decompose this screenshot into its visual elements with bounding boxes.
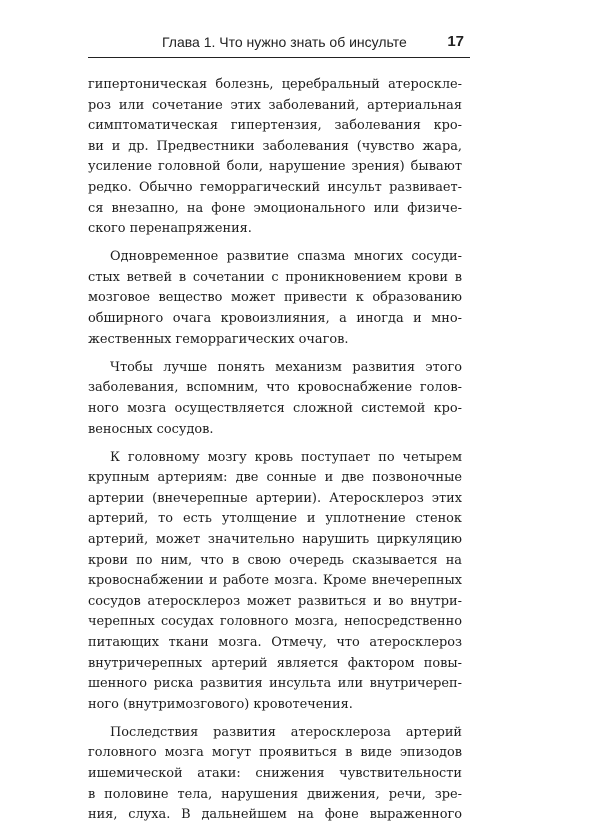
text-line: в половине тела, нарушения движения, речи, зре- [88, 786, 462, 802]
text-line: ишемической атаки: снижения чувствительности [88, 766, 462, 781]
text-line: заболевания, вспомним, что кровоснабжение голов- [88, 380, 462, 396]
text-line: веносных сосудов. [88, 421, 214, 437]
page-number: 17 [447, 33, 464, 50]
paragraph [88, 75, 462, 240]
text-line: редко. Обычно геморрагический инсульт развивает- [88, 179, 462, 195]
text-line: черепных сосудах головного мозга, непосредственно [88, 614, 462, 630]
text-line: ного (внутримозгового) кровотечения. [88, 696, 353, 712]
body-text [88, 75, 462, 833]
text-line: Последствия развития атеросклероза артерий [110, 724, 462, 740]
text-line: Чтобы лучше понять механизм развития этого [110, 359, 462, 375]
text-line: внутричерепных артерий является фактором повы- [88, 655, 462, 671]
text-line: усиление головной боли, нарушение зрения) бывают [88, 159, 462, 175]
text-line: кровоснабжении и работе мозга. Кроме внечерепных [88, 573, 462, 589]
text-line: крупным артериям: две сонные и две позвоночные [88, 470, 462, 486]
paragraph [88, 358, 462, 440]
text-line: Одновременное развитие спазма многих сосуди- [110, 249, 462, 265]
text-line: артерии (внечерепные артерии). Атеросклероз этих [88, 490, 462, 506]
text-line: питающих ткани мозга. Отмечу, что атеросклероз [88, 634, 462, 650]
text-line: сосудов атеросклероз может развиться и во внутри- [88, 593, 462, 609]
running-header [88, 27, 470, 58]
text-line: крови по ним, что в свою очередь сказывается на [88, 552, 462, 568]
paragraph [88, 723, 462, 826]
text-line: жественных геморрагических очагов. [88, 331, 349, 347]
text-line: симптоматическая гипертензия, заболевания кро- [88, 118, 462, 134]
text-line: ного мозга осуществляется сложной системой кро- [88, 400, 462, 416]
text-line: К головному мозгу кровь поступает по четырем [110, 449, 462, 465]
text-line: мозговое вещество может привести к образованию [88, 290, 462, 306]
paragraph [88, 247, 462, 350]
text-line: ви и др. Предвестники заболевания (чувство жара, [88, 138, 462, 154]
text-line: головного мозга могут проявиться в виде эпизодов [88, 745, 462, 761]
paragraph [88, 448, 462, 716]
text-line: ся внезапно, на фоне эмоционального или физиче- [88, 200, 462, 216]
text-line: артерий, то есть утолщение и уплотнение стенок [88, 511, 462, 527]
text-line: артерий, может значительно нарушить циркуляцию [88, 531, 462, 547]
text-line: роз или сочетание этих заболеваний, артериальная [88, 97, 462, 113]
text-line: шенного риска развития инсульта или внутричереп- [88, 676, 462, 692]
text-line: стых ветвей в сочетании с проникновением крови в [88, 269, 462, 285]
chapter-title: Глава 1. Что нужно знать об инсульте [162, 34, 407, 50]
text-line: ского перенапряжения. [88, 221, 252, 237]
text-line: обширного очага кровоизлияния, а иногда и мно- [88, 311, 462, 327]
text-line: гипертоническая болезнь, церебральный атероскле- [88, 77, 462, 92]
text-line: ния, слуха. В дальнейшем на фоне выраженного [88, 807, 462, 823]
